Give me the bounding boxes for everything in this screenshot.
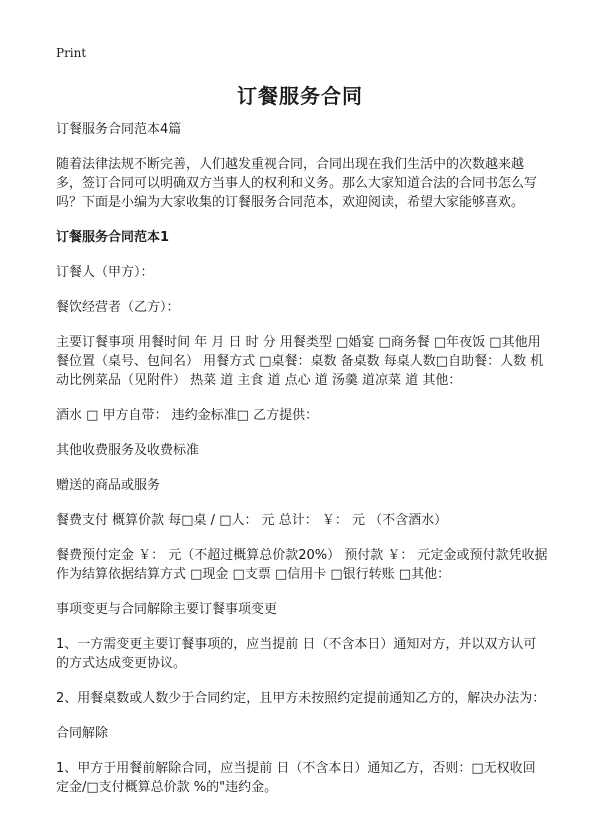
paragraph-change-2: 2、用餐桌数或人数少于合同约定，且甲方未按照约定提前通知乙方的，解决办法为：	[56, 691, 546, 706]
paragraph-operator: 餐饮经营者（乙方）：	[56, 300, 180, 315]
section-heading: 订餐服务合同范本1	[56, 230, 170, 245]
document-title: 订餐服务合同	[237, 84, 363, 108]
paragraph-main-items: 主要订餐事项 用餐时间 年 月 日 时 分 用餐类型 □婚宴 □商务餐 □年夜饭 □其他用餐位置（桌号、包间名） 用餐方式 □桌餐：桌数 备桌数 每桌人数□自助餐：人数 机动比例菜品（见附件） 热菜 道 主食 道 点心 道 汤羹 道凉菜 道 其他：	[56, 335, 544, 388]
paragraph-change-1: 1、一方需变更主要订餐事项的，应当提前 日（不含本日）通知对方，并以双方认可的方式达成变更协议。	[56, 637, 537, 671]
paragraph-changes: 事项变更与合同解除主要订餐事项变更	[56, 602, 278, 617]
paragraph-termination: 合同解除	[56, 726, 109, 741]
paragraph-orderer: 订餐人（甲方）：	[56, 265, 154, 280]
print-link[interactable]: Print	[56, 46, 87, 60]
paragraph-deposit: 餐费预付定金 ￥： 元（不超过概算总价款20%） 预付款 ￥： 元定金或预付款凭收据作为结算依据结算方式 □现金 □支票 □信用卡 □银行转账 □其他：	[56, 548, 548, 582]
document-subtitle: 订餐服务合同范本4篇	[56, 122, 182, 137]
paragraph-payment: 餐费支付 概算价款 每□桌 / □人： 元 总计： ￥： 元 （不含酒水）	[56, 513, 448, 528]
paragraph-drinks: 酒水 □ 甲方自带： 违约金标准□ 乙方提供：	[56, 408, 319, 423]
intro-paragraph: 随着法律法规不断完善，人们越发重视合同，合同出现在我们生活中的次数越来越多，签订合同可以明确双方当事人的权利和义务。那么大家知道合法的合同书怎么写吗？下面是小编为大家收集的订餐服务合同范本，欢迎阅读，希望大家能够喜欢。	[56, 157, 538, 210]
paragraph-other-fees: 其他收费服务及收费标准	[56, 443, 200, 458]
document-body	[56, 120, 548, 813]
paragraph-termination-1: 1、甲方于用餐前解除合同，应当提前 日（不含本日）通知乙方，否则：□无权收回定金/□支付概算总价款 %的"违约金。	[56, 761, 536, 795]
paragraph-gifts: 赠送的商品或服务	[56, 478, 161, 493]
